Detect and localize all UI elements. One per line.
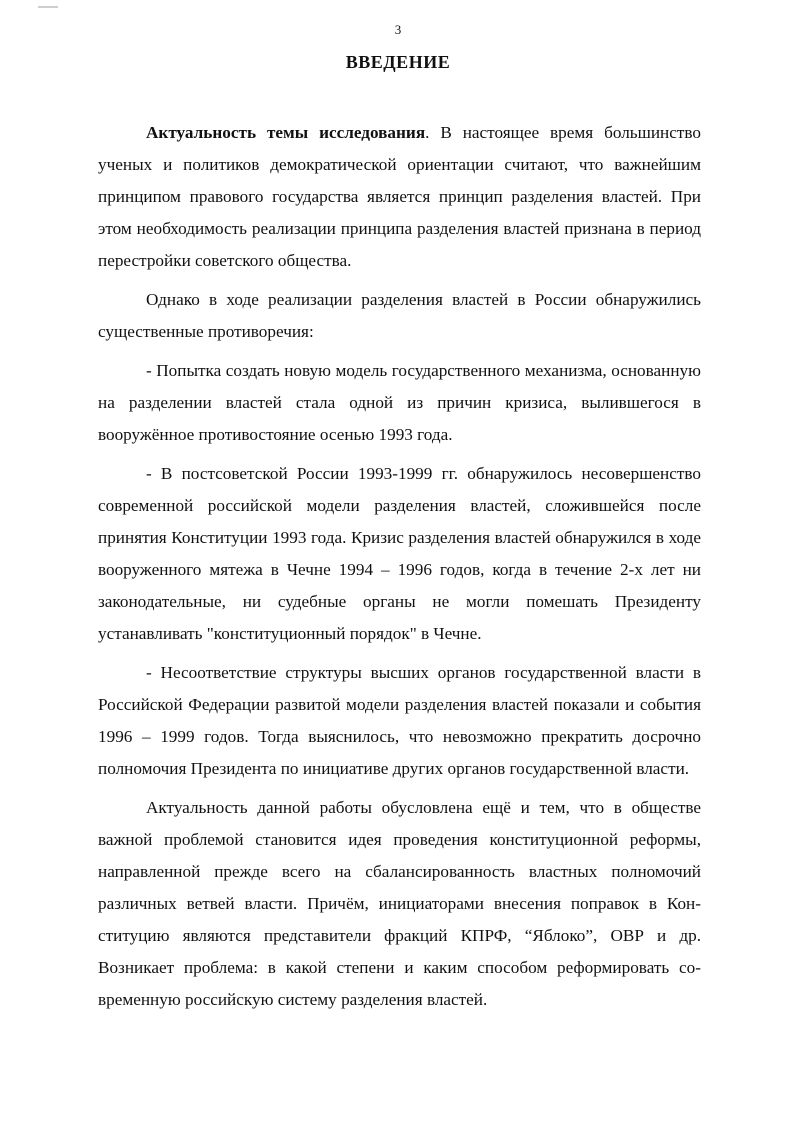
page-title: ВВЕДЕНИЕ xyxy=(345,52,451,72)
paragraph-reform: Актуальность данной работы обусловлена ещё и тем, что в обществе важной проблемой становится идея проведения конституционной реформы, направленной прежде всего на сбалансированность властных полномочий различных ветвей власти. Причём, инициаторами внесения поправок в Конституцию являются представители фракций КПРФ, “Яблоко”, ОВР и др. Возникает проблема: в какой степени и каким способом реформировать современную российскую систему разделения властей. xyxy=(98,798,701,1009)
scan-speck xyxy=(619,1036,622,1042)
scan-artifact xyxy=(38,6,58,8)
paragraph-contradictions: Однако в ходе реализации разделения властей в России обнаружились существенные противоречия: xyxy=(98,290,701,341)
paragraph-item-postsoviet: - В постсоветской России 1993-1999 гг. обнаружилось несовершенство современной российской модели разделения властей, сложившейся после принятия Конституции 1993 года. Кризис разделения властей обнаружился в ходе вооруженного мятежа в Чечне 1994 – 1996 годов, когда в течение 2-х лет ни законодательные, ни судебные органы не могли помешать Президенту устанавливать "конституционный порядок" в Чечне. xyxy=(98,464,701,643)
paragraph-text: . В настоящее время большинство ученых и политиков демократической ориентации считают, что важнейшим принципом правового государства является принцип разделения властей. При этом необходимость реализации принципа разделения властей признана в период перестройки советского общества. xyxy=(98,123,701,270)
paragraph-item-1993-crisis: - Попытка создать новую модель государственного механизма, основанную на разделении властей стала одной из причин кризиса, вылившегося в вооружённое противостояние осенью 1993 года. xyxy=(98,361,701,444)
paragraph-lead: Актуальность темы исследования xyxy=(146,123,426,142)
paragraph-item-mismatch: - Несоответствие структуры высших органов государственной власти в Российской Федерации развитой модели разделения властей показали и события 1996 – 1999 годов. Тогда выяснилось, что невозможно прекратить досрочно полномочия Президента по инициативе других органов государственной власти. xyxy=(98,663,701,778)
paragraph-relevance xyxy=(98,117,701,277)
body-text xyxy=(98,117,701,1016)
page-number: 3 xyxy=(394,22,402,37)
